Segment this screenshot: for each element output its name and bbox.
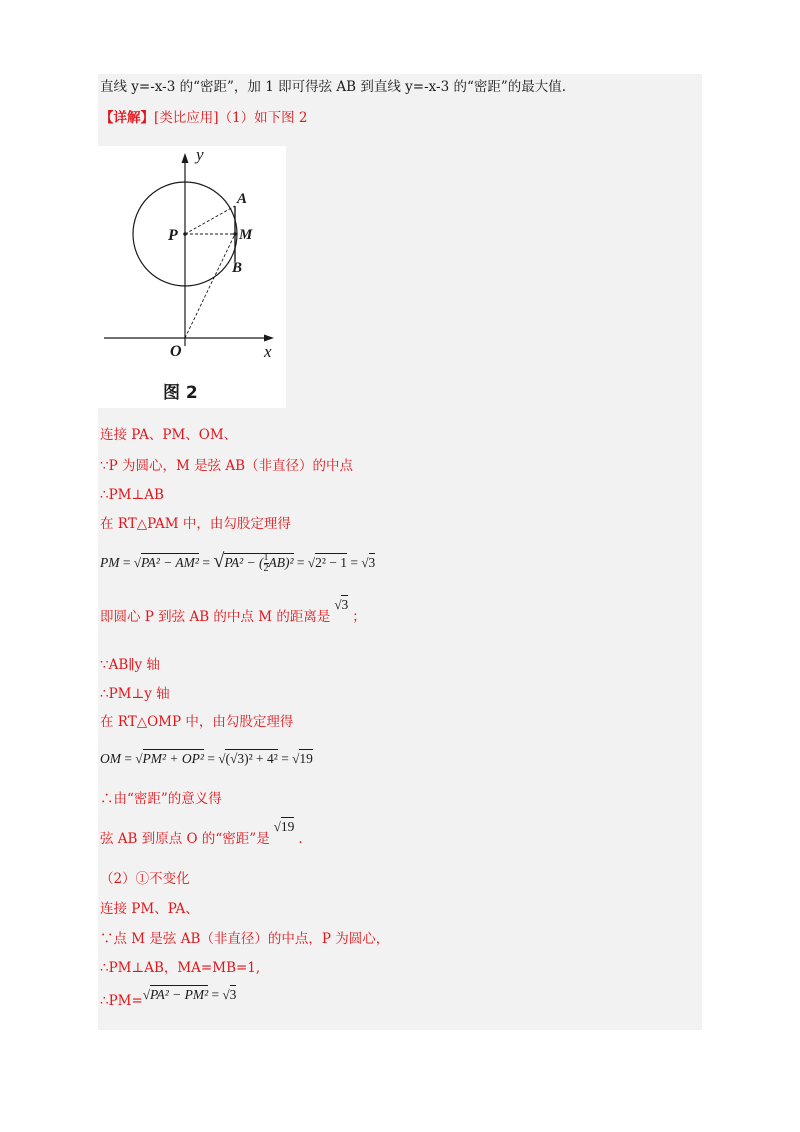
detail-label: 【详解】 xyxy=(100,110,154,126)
step-connect-2: 连接 PM、PA、 xyxy=(100,901,199,917)
y-axis-arrow-icon xyxy=(182,153,189,163)
step-midpoint: ∵点 M 是弦 AB（非直径）的中点，P 为圆心， xyxy=(100,931,390,947)
coordinate-diagram xyxy=(98,146,286,408)
label-p: P xyxy=(168,227,178,244)
step-distance: 即圆心 P 到弦 AB 的中点 M 的距离是√3； xyxy=(100,597,366,625)
point-p xyxy=(183,232,187,236)
label-a: A xyxy=(237,191,248,207)
x-axis-arrow-icon xyxy=(264,335,274,342)
label-b: B xyxy=(232,260,243,276)
formula-pm: PM = √PA² − AM² = √PA² − ( $\frac{1}{2}$ AB)² = √2² − 1 = √3 xyxy=(100,550,376,575)
step-pythagoras-omp: 在 RT△OMP 中，由勾股定理得 xyxy=(100,714,294,730)
step-perpendicular: ∴PM⊥AB xyxy=(100,487,164,503)
label-y: y xyxy=(196,146,204,164)
step-perp-ab: ∴PM⊥AB，MA=MB=1, xyxy=(100,960,261,976)
figure-caption: 图 2 xyxy=(163,383,198,403)
label-x: x xyxy=(264,342,272,361)
figure-2 xyxy=(98,146,286,408)
formula-om: OM = √PM² + OP² = √(√3)² + 4² = √19 xyxy=(100,751,313,766)
document-page xyxy=(98,74,702,1030)
step-connect: 连接 PA、PM、OM、 xyxy=(100,427,238,443)
label-o: O xyxy=(170,343,182,360)
detail-heading-line xyxy=(100,109,308,127)
step-pm-result: ∴PM=√PA² − PM² = √3 xyxy=(100,987,237,1009)
step-meaning: ∴由“密距”的意义得 xyxy=(100,791,222,807)
step-parallel: ∵AB∥y 轴 xyxy=(100,657,160,673)
fraction-half: $\frac{1}{2}$ xyxy=(263,552,269,575)
formula-pm-2: √PA² − PM² = √3 xyxy=(142,987,237,1002)
step-perp-y: ∴PM⊥y 轴 xyxy=(100,686,170,702)
step-center: ∵P 为圆心，M 是弦 AB（非直径）的中点 xyxy=(100,458,354,474)
intro-line: 直线 y=-x-3 的“密距”，加 1 即可得弦 AB 到直线 y=-x-3 的“密距”的最大值. xyxy=(100,79,567,95)
step-pythagoras-pam: 在 RT△PAM 中，由勾股定理得 xyxy=(100,516,291,532)
segment-pa xyxy=(185,206,235,234)
detail-heading: [类比应用]（1）如下图 2 xyxy=(154,110,308,126)
label-m: M xyxy=(239,227,253,243)
point-m xyxy=(233,232,237,236)
step-dense-distance: 弦 AB 到原点 O 的“密距”是√19. xyxy=(100,819,303,847)
step-part2: （2）①不变化 xyxy=(100,871,190,887)
